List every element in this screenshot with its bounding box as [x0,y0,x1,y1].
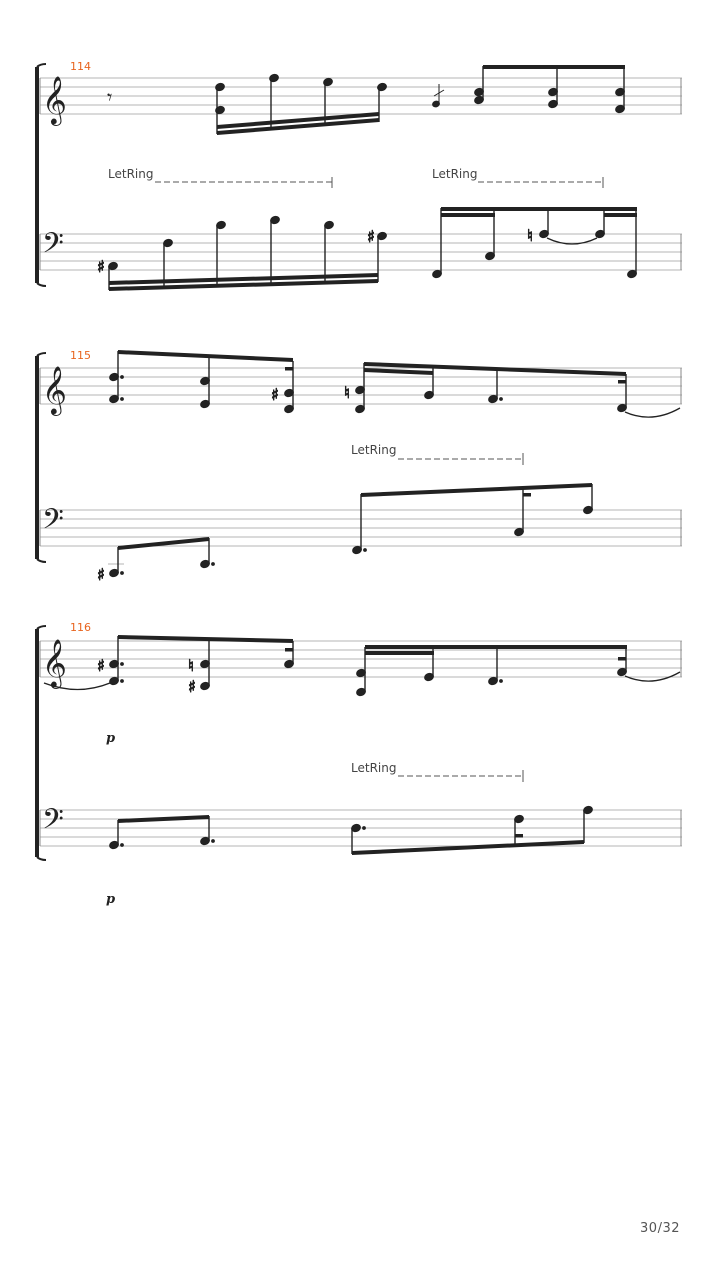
treble-note-group [432,65,626,114]
dynamic-piano: p [106,892,116,907]
note-head [323,77,334,87]
eighth-rest-icon: 𝄾 [107,85,113,109]
let-ring-label: LetRing [351,443,397,457]
dynamic-piano: p [106,731,116,746]
bass-note-group [97,537,214,584]
measure-number: 116 [70,621,91,634]
let-ring-label: LetRing [351,761,397,775]
treble-clef-icon: 𝄞 [42,638,67,687]
bass-note-group [97,215,387,291]
treble-note-group [344,362,680,417]
bass-clef-icon: 𝄢 [42,803,64,843]
sharp-icon: ♯ [97,257,105,276]
treble-note-group [97,635,294,696]
natural-icon: ♮ [527,226,533,245]
bass-staff [40,810,682,846]
treble-clef-icon: 𝄞 [42,75,67,124]
note-head [269,73,280,83]
sharp-icon: ♯ [188,677,196,696]
sharp-icon: ♯ [367,227,375,246]
page-number: 30/32 [640,1221,680,1236]
bass-note-group [351,805,594,855]
measure-number: 114 [70,60,91,73]
natural-icon: ♮ [344,383,350,402]
bass-clef-icon: 𝄢 [42,503,64,543]
natural-icon: ♮ [188,656,194,675]
treble-staff [40,78,682,114]
measure-number: 115 [70,349,91,362]
sharp-icon: ♯ [97,656,105,675]
note-head [377,82,388,92]
let-ring-label: LetRing [432,167,478,181]
bass-note-group [109,815,215,850]
system-114 [37,60,682,291]
note-head [215,82,226,92]
let-ring-label: LetRing [108,167,154,181]
sharp-icon: ♯ [271,385,279,404]
bass-clef-icon: 𝄢 [42,227,64,267]
treble-clef-icon: 𝄞 [42,365,67,414]
bass-staff [40,234,682,270]
system-116 [37,621,682,907]
treble-note-group [215,73,388,135]
treble-note-group [356,645,680,697]
system-115 [37,349,682,584]
note-head [215,105,226,115]
sharp-icon: ♯ [97,565,105,584]
